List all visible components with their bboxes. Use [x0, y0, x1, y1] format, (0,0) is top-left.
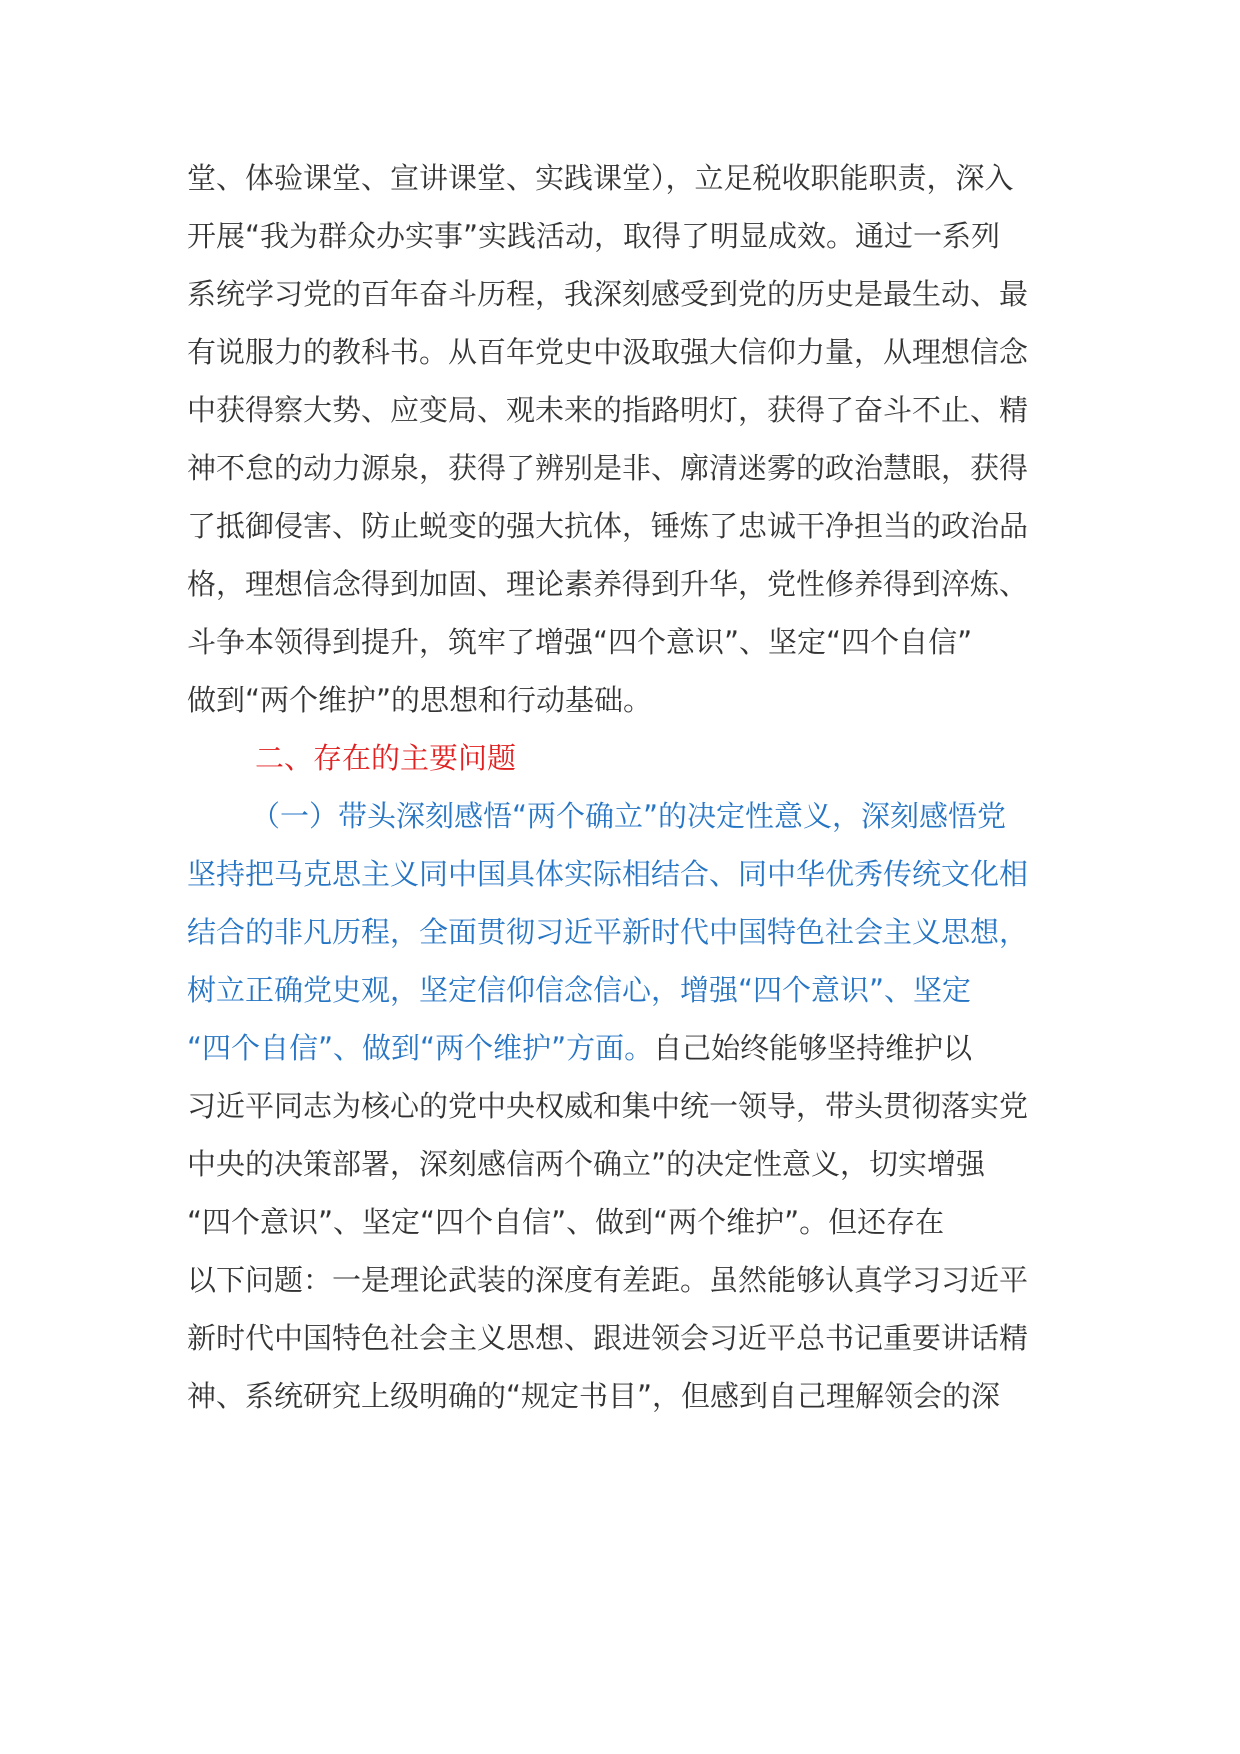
paragraph-line: 以下问题：一是理论武装的深度有差距。虽然能够认真学习习近平: [187, 1263, 1029, 1297]
paragraph-line: 了抵御侵害、防止蜕变的强大抗体，锤炼了忠诚干净担当的政治品: [187, 509, 1029, 543]
paragraph-line: 神、系统研究上级明确的“规定书目”，但感到自己理解领会的深: [187, 1379, 1001, 1413]
paragraph-line: “四个意识”、坚定“四个自信”、做到“两个维护”。但还存在: [187, 1205, 945, 1239]
paragraph-line: 习近平同志为核心的党中央权威和集中统一领导，带头贯彻落实党: [187, 1089, 1029, 1123]
subsection-heading-tail: “四个自信”、做到“两个维护”方面。: [187, 1031, 654, 1065]
paragraph-text: 自己始终能够坚持维护以: [653, 1031, 973, 1065]
paragraph-line: 有说服力的教科书。从百年党史中汲取强大信仰力量，从理想信念: [187, 335, 1029, 369]
subsection-heading-line: 树立正确党史观，坚定信仰信念信心，增强“四个意识”、坚定: [187, 973, 972, 1007]
paragraph-line: 新时代中国特色社会主义思想、跟进领会习近平总书记重要讲话精: [187, 1321, 1029, 1355]
section-heading: 二、存在的主要问题: [255, 741, 517, 775]
paragraph-line: 堂、体验课堂、宣讲课堂、实践课堂），立足税收职能职责，深入: [187, 161, 1014, 195]
mixed-line: [187, 1028, 972, 1068]
paragraph-line: 斗争本领得到提升，筑牢了增强“四个意识”、坚定“四个自信”: [187, 625, 973, 659]
subsection-heading-line: 坚持把马克思主义同中国具体实际相结合、同中华优秀传统文化相: [187, 857, 1029, 891]
paragraph-line: 系统学习党的百年奋斗历程，我深刻感受到党的历史是最生动、最: [187, 277, 1029, 311]
paragraph-line: 做到“两个维护”的思想和行动基础。: [187, 683, 653, 717]
subsection-heading-line: （一）带头深刻感悟“两个确立”的决定性意义，深刻感悟党: [251, 799, 1007, 833]
subsection-heading-line: 结合的非凡历程，全面贯彻习近平新时代中国特色社会主义思想，: [187, 915, 1029, 949]
paragraph-line: 开展“我为群众办实事”实践活动，取得了明显成效。通过一系列: [187, 219, 1001, 253]
paragraph-line: 中央的决策部署，深刻感信两个确立”的决定性意义，切实增强: [187, 1147, 986, 1181]
paragraph-line: 格，理想信念得到加固、理论素养得到升华，党性修养得到淬炼、: [187, 567, 1029, 601]
paragraph-line: 中获得察大势、应变局、观未来的指路明灯，获得了奋斗不止、精: [187, 393, 1029, 427]
paragraph-line: 神不怠的动力源泉，获得了辨别是非、廓清迷雾的政治慧眼，获得: [187, 451, 1029, 485]
